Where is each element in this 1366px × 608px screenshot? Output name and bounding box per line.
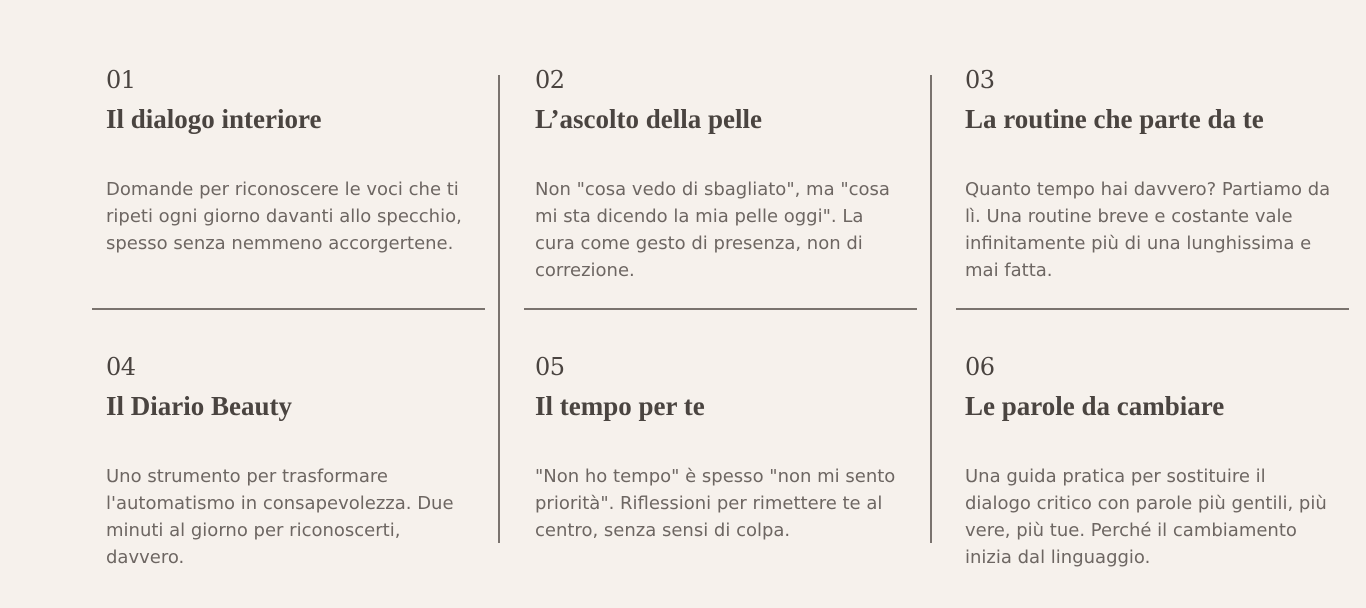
card-title: Il tempo per te [535,391,705,421]
card-title: Le parole da cambiare [965,391,1225,421]
card-title: Il Diario Beauty [106,391,292,421]
card-number: 03 [965,66,995,94]
card-description: Uno strumento per trasformare l'automatismo in consapevolezza. Due minuti al giorno per riconoscerti, davvero. [106,466,454,568]
card-number: 05 [535,353,565,381]
column-divider-1 [498,75,500,543]
card-number: 06 [965,353,995,381]
feature-card-2 [535,66,905,284]
feature-card-6 [965,353,1335,571]
row-divider-2 [524,308,917,310]
card-number: 04 [106,353,136,381]
card-description: "Non ho tempo" è spesso "non mi sento priorità". Riflessioni per rimettere te al centro, senza sensi di colpa. [535,466,896,541]
feature-card-1 [106,66,476,257]
row-divider-1 [92,308,485,310]
feature-card-3 [965,66,1335,284]
card-number: 01 [106,66,136,94]
card-description: Quanto tempo hai davvero? Partiamo da lì. Una routine breve e costante vale infinitamente più di una lunghissima e mai fatta. [965,179,1331,281]
card-description: Domande per riconoscere le voci che ti ripeti ogni giorno davanti allo specchio, spesso senza nemmeno accorgertene. [106,179,462,254]
card-description: Una guida pratica per sostituire il dialogo critico con parole più gentili, più vere, più tue. Perché il cambiamento inizia dal linguaggio. [965,466,1327,568]
card-description: Non "cosa vedo di sbagliato", ma "cosa mi sta dicendo la mia pelle oggi". La cura come gesto di presenza, non di correzione. [535,179,890,281]
card-number: 02 [535,66,565,94]
card-title: L’ascolto della pelle [535,104,762,134]
feature-card-5 [535,353,905,544]
card-title: Il dialogo interiore [106,104,322,134]
feature-card-4 [106,353,476,571]
column-divider-2 [930,75,932,543]
row-divider-3 [956,308,1349,310]
card-title: La routine che parte da te [965,104,1264,134]
